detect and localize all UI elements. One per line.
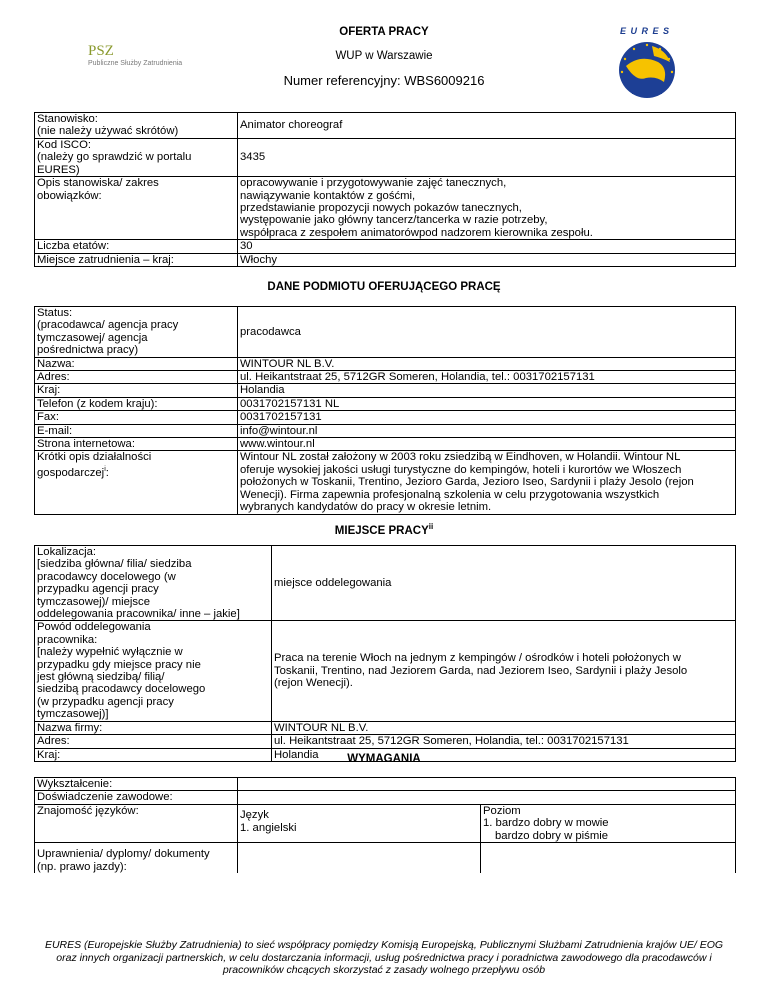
employer-heading: DANE PODMIOTU OFERUJĄCEGO PRACĘ xyxy=(267,281,501,293)
eures-logo xyxy=(606,26,688,100)
row-label: Wykształcenie: xyxy=(35,778,238,791)
table-row xyxy=(35,424,736,437)
row-value: opracowywanie i przygotowywanie zajęć tanecznych, nawiązywanie kontaktów z gośćmi, przedstawianie propozycji nowych pokazów tanecznych, występowanie jako główny tancerz/tancerka w razie potrzeby, współpraca z zespołem animatorówpod nadzorem kierownika zespołu. xyxy=(238,177,736,240)
row-label: Krótki opis działalności gospodarczej$^i$: xyxy=(35,451,238,514)
row-value: ul. Heikantstraat 25, 5712GR Someren, Holandia, tel.: 0031702157131 xyxy=(272,735,736,748)
row-value: WINTOUR NL B.V. xyxy=(238,357,736,370)
requirements-heading: WYMAGANIA xyxy=(347,753,421,765)
workplace-table xyxy=(34,545,736,762)
row-value xyxy=(481,843,736,874)
psz-logo-subtitle: Publiczne Służby Zatrudnienia xyxy=(88,60,183,67)
eures-emblem-icon xyxy=(606,26,688,100)
table-row xyxy=(35,384,736,397)
table-row xyxy=(35,113,736,139)
table-row xyxy=(35,843,736,874)
row-value: ul. Heikantstraat 25, 5712GR Someren, Holandia, tel.: 0031702157131 xyxy=(238,371,736,384)
eures-logo-text: E U R E S xyxy=(620,26,671,36)
table-row xyxy=(35,735,736,748)
row-value: miejsce oddelegowania xyxy=(272,546,736,621)
row-label: Liczba etatów: xyxy=(35,240,238,253)
row-label: Adres: xyxy=(35,371,238,384)
table-row xyxy=(35,253,736,266)
table-row xyxy=(35,621,736,721)
row-label: Kraj: xyxy=(35,384,238,397)
level-cell: Poziom 1. bardzo dobry w mowie bardzo dobry w piśmie xyxy=(481,804,736,842)
row-label: Telefon (z kodem kraju): xyxy=(35,397,238,410)
psz-logo-text: PSZ xyxy=(88,43,114,59)
eures-footer: EURES (Europejskie Służby Zatrudnienia) to sieć współpracy pomiędzy Komisją Europejską, Publicznymi Służbami Zatrudnienia krajów UE/ EOG oraz innych organizacji partnerskich, w celu dostarczania informacji, usług pośrednictwa pracy i poradnictwa zawodowego dla pracodawców i pracowników chcących skorzystać z zasady wolnego przepływu osób xyxy=(44,939,724,976)
employer-table xyxy=(34,306,736,515)
row-value: info@wintour.nl xyxy=(238,424,736,437)
row-value: WINTOUR NL B.V. xyxy=(272,721,736,734)
row-label: Kraj: xyxy=(35,748,272,761)
table-row xyxy=(35,177,736,240)
table-row xyxy=(35,451,736,514)
table-row xyxy=(35,791,736,804)
row-label: Kod ISCO: (należy go sprawdzić w portalu EURES) xyxy=(35,139,238,177)
row-value: Holandia xyxy=(272,748,736,761)
table-row xyxy=(35,240,736,253)
table-row xyxy=(35,307,736,358)
position-table xyxy=(34,112,736,267)
table-row xyxy=(35,778,736,791)
row-label: Doświadczenie zawodowe: xyxy=(35,791,238,804)
row-label: Miejsce zatrudnienia – kraj: xyxy=(35,253,238,266)
row-label: Adres: xyxy=(35,735,272,748)
row-label: E-mail: xyxy=(35,424,238,437)
row-label: Fax: xyxy=(35,411,238,424)
table-row xyxy=(35,411,736,424)
office-name: WUP w Warszawie xyxy=(335,50,433,62)
row-value xyxy=(238,791,736,804)
table-row xyxy=(35,546,736,621)
row-value: Praca na terenie Włoch na jednym z kempingów / ośrodków i hoteli położonych w Toskanii, Trentino, nad Jeziorem Garda, nad Jeziorem Iseo, Sardynii i plaży Jesolo (rejon Wenecji). xyxy=(272,621,736,721)
row-value xyxy=(238,778,736,791)
row-value: Animator choreograf xyxy=(238,113,736,139)
row-value: 0031702157131 NL xyxy=(238,397,736,410)
row-value xyxy=(238,843,481,874)
row-label: Lokalizacja: [siedziba główna/ filia/ siedziba pracodawcy docelowego (w przypadku agencji pracy tymczasowej)/ miejsce oddelegowania pracownika/ inne – jakie] xyxy=(35,546,272,621)
row-label: Stanowisko: (nie należy używać skrótów) xyxy=(35,113,238,139)
language-cell: Język 1. angielski xyxy=(238,804,481,842)
row-label: Znajomość języków: xyxy=(35,804,238,842)
row-value: www.wintour.nl xyxy=(238,438,736,451)
reference-number: Numer referencyjny: WBS6009216 xyxy=(283,73,485,88)
table-row xyxy=(35,804,736,842)
row-label: Uprawnienia/ dyplomy/ dokumenty (np. prawo jazdy): xyxy=(35,843,238,874)
offer-title: OFERTA PRACY xyxy=(339,26,429,38)
requirements-table xyxy=(34,777,736,873)
row-value: 0031702157131 xyxy=(238,411,736,424)
workplace-heading: MIEJSCE PRACY$^{ii}$ xyxy=(334,522,434,537)
row-label: Status: (pracodawca/ agencja pracy tymczasowej/ agencja pośrednictwa pracy) xyxy=(35,307,238,358)
row-value: Włochy xyxy=(238,253,736,266)
row-value: Holandia xyxy=(238,384,736,397)
table-row xyxy=(35,438,736,451)
table-row xyxy=(35,721,736,734)
table-row xyxy=(35,397,736,410)
row-value: Wintour NL został założony w 2003 roku zsiedzibą w Eindhoven, w Holandii. Wintour NL oferuje wysokiej jakości usługi turystyczne do kempingów, hoteli i kurortów we Włoszech położonych w Toskanii, Trentino, Jezioro Garda, Jezioro Iseo, Sardynii i plaży Jesolo (rejon Wenecji). Firma zapewnia profesjonalną szkolenia w celu przygotowania wszystkich wybranych kandydatów do pracy w okresie letnim. xyxy=(238,451,736,514)
table-row xyxy=(35,357,736,370)
row-label: Powód oddelegowania pracownika: [należy wypełnić wyłącznie w przypadku gdy miejsce pracy nie jest główną siedzibą/ filią/ siedzibą pracodawcy docelowego (w przypadku agencji pracy tymczasowej)] xyxy=(35,621,272,721)
psz-logo xyxy=(88,44,198,70)
row-value: 3435 xyxy=(238,139,736,177)
row-label: Nazwa: xyxy=(35,357,238,370)
row-label: Strona internetowa: xyxy=(35,438,238,451)
row-label: Nazwa firmy: xyxy=(35,721,272,734)
row-value: 30 xyxy=(238,240,736,253)
row-value: pracodawca xyxy=(238,307,736,358)
row-label: Opis stanowiska/ zakres obowiązków: xyxy=(35,177,238,240)
table-row xyxy=(35,139,736,177)
table-row xyxy=(35,371,736,384)
